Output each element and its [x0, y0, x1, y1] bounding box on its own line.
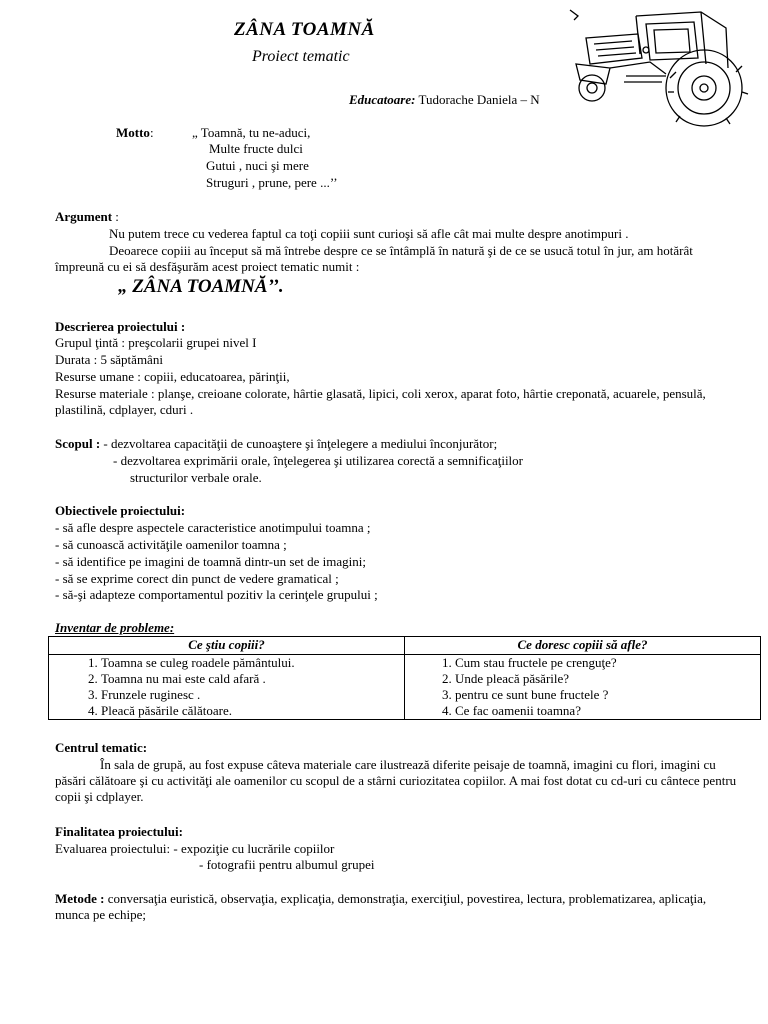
description-human-resources: Resurse umane : copiii, educatoarea, părinţii,	[55, 369, 290, 384]
list-item: 1. Cum stau fructele pe crenguţe?	[455, 655, 756, 671]
project-name: „ ZÂNA TOAMNĂ’’.	[118, 276, 284, 297]
table-header-row	[49, 637, 761, 655]
motto-label: Motto:	[116, 125, 154, 140]
motto-line-3: Gutui , nuci şi mere	[206, 158, 309, 173]
methods-paragraph: Metode : conversaţia euristică, observaţia, explicaţia, demonstraţia, exerciţiul, povestirea, lectura, problematizarea, aplicaţia, munca pe echipe;	[55, 891, 707, 922]
table-row	[49, 655, 761, 720]
objective-item: - să se exprime corect din punct de vedere gramatical ;	[55, 571, 339, 586]
argument-heading: Argument :	[55, 209, 119, 224]
finality-line-2: - fotografii pentru albumul grupei	[199, 857, 375, 872]
objective-item: - să cunoască activităţile oamenilor toamna ;	[55, 537, 287, 552]
motto-line-4: Struguri , prune, pere ...’’	[206, 175, 338, 190]
objective-item: - să-şi adapteze comportamentul pozitiv la cerinţele grupului ;	[55, 587, 378, 602]
list-item: 4. Ce fac oamenii toamna?	[455, 703, 756, 719]
list-item: 3. pentru ce sunt bune fructele ?	[455, 687, 756, 703]
educator-label: Educatoare:	[349, 92, 416, 107]
finality-line-1: Evaluarea proiectului: - expoziţie cu lucrările copiilor	[55, 841, 335, 856]
description-duration: Durata : 5 săptămâni	[55, 352, 163, 367]
table-cell	[49, 655, 405, 720]
table-cell	[405, 655, 761, 720]
center-heading: Centrul tematic:	[55, 740, 148, 755]
center-paragraph: În sala de grupă, au fost expuse câteva materiale care ilustrează diferite peisaje de toamnă, imagini cu flori, imagini cu păsări călătoare şi cu activităţi ale oamenilor cu scopul de a stârni curiozitatea copiilor. A mai fost dotat cu cd-uri cu cântece pentru copii şi cdplayer.	[55, 757, 737, 804]
objective-item: - să identifice pe imagini de toamnă dintr-un set de imagini;	[55, 554, 366, 569]
scope-line-1: Scopul : - dezvoltarea capacităţii de cunoaştere şi înţelegere a mediului înconjurător;	[55, 436, 498, 451]
list-item: 3. Frunzele ruginesc .	[101, 687, 400, 703]
inventory-heading: Inventar de probleme:	[55, 620, 175, 635]
column-header: Ce doresc copiii să afle?	[405, 637, 761, 655]
document-title: ZÂNA TOAMNĂ	[234, 19, 375, 40]
inventory-table	[48, 636, 761, 720]
scope-line-3: structurilor verbale orale.	[130, 470, 262, 485]
column-header: Ce ştiu copiii?	[49, 637, 405, 655]
description-heading: Descrierea proiectului :	[55, 319, 186, 334]
list-item: 1. Toamna se culeg roadele pământului.	[101, 655, 400, 671]
objectives-heading: Obiectivele proiectului:	[55, 503, 186, 518]
document-subtitle: Proiect tematic	[252, 48, 350, 65]
list-item: 2. Toamna nu mai este cald afară .	[101, 671, 400, 687]
motto-line-2: Multe fructe dulci	[209, 141, 303, 156]
objective-item: - să afle despre aspectele caracteristice anotimpului toamna ;	[55, 520, 371, 535]
tractor-illustration	[566, 2, 768, 127]
educator-line	[349, 92, 540, 108]
educator-name: Tudorache Daniela – N	[418, 92, 540, 107]
argument-paragraph-1: Nu putem trece cu vederea faptul ca toţi copiii sunt curioşi să afle cât mai multe despre anotimpuri .	[109, 226, 629, 241]
motto-line-1: „ Toamnă, tu ne-aduci,	[192, 125, 311, 140]
scope-line-2: - dezvoltarea exprimării orale, înţelegerea şi utilizarea corectă a semnificaţiilor	[113, 453, 524, 468]
description-material-resources: Resurse materiale : planşe, creioane colorate, hârtie glasată, lipici, coli xerox, aparat foto, hârtie creponată, acuarele, pensulă, plastilină, cdplayer, cduri .	[55, 386, 706, 417]
description-target-group: Grupul ţintă : preşcolarii grupei nivel I	[55, 335, 257, 350]
list-item: 2. Unde pleacă păsările?	[455, 671, 756, 687]
finality-heading: Finalitatea proiectului:	[55, 824, 183, 839]
argument-paragraph-2: Deoarece copiii au început să mă întrebe despre ce se întâmplă în natură şi de ce se usucă totul în jur, am hotărât împreună cu ei să desfăşurăm acest proiect tematic numit :	[55, 243, 693, 274]
list-item: 4. Pleacă păsările călătoare.	[101, 703, 400, 719]
